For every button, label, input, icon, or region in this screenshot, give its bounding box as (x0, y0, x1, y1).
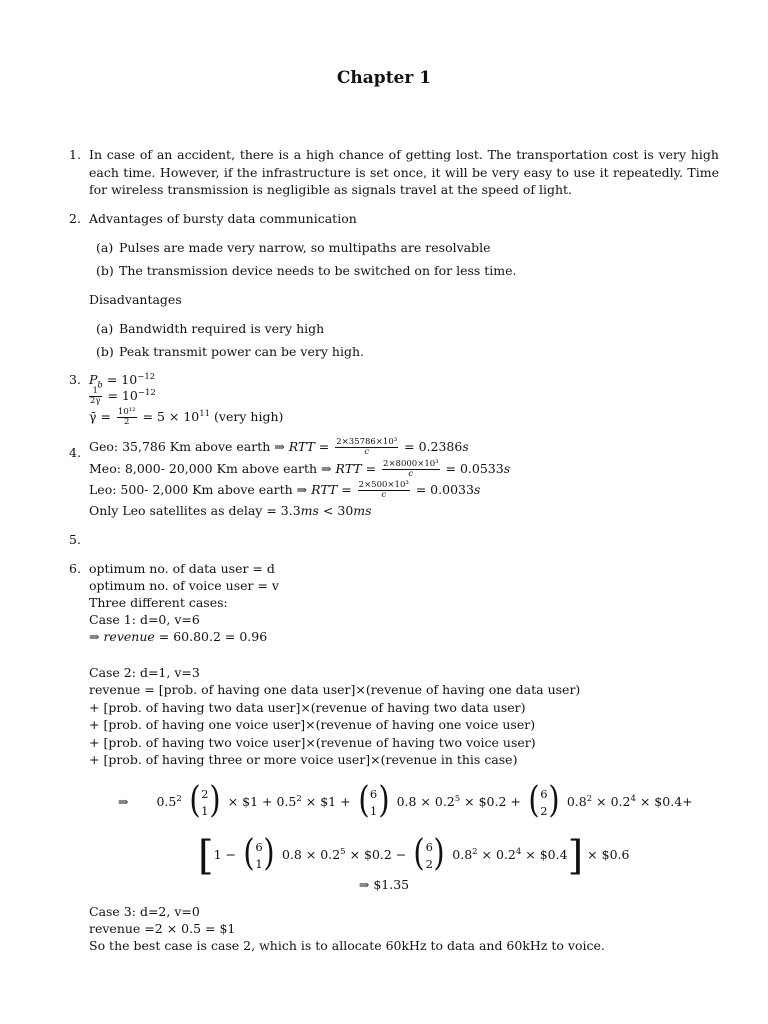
case2-line: + [prob. of having three or more voice user]×(revenue in this case) (89, 752, 518, 767)
case1-revenue: ⇒ revenue = 60.80.2 = 0.96 (89, 629, 268, 644)
case2-line: + [prob. of having two voice user]×(revenue of having two voice user) (89, 735, 536, 750)
revenue-result: ⇒ $1.35 (358, 877, 410, 892)
disadvantages-heading: Disadvantages (89, 292, 182, 307)
item-6-line: Three different cases: (89, 595, 228, 610)
chapter-title: Chapter 1 (336, 68, 432, 88)
item-5-number: 5. (69, 532, 81, 547)
item-1-text: In case of an accident, there is a high chance of getting lost. The transportation cost is very high each time. However, if the infrastructure is set once, it will be very easy to use it repeatedly. Time for wireless transmission is negligible as signals travel at the speed of light. (89, 147, 719, 197)
item-6-line: optimum no. of voice user = v (89, 578, 279, 593)
dis-a-text: Bandwidth required is very high (119, 321, 325, 336)
item-4-number: 4. (69, 445, 81, 460)
meo-line: Meo: 8,000- 20,000 Km above earth ⇒ RTT = $\frac{\text{2×8000×10³}}{c}$ = 0.0533s (89, 459, 511, 479)
advantages-heading: Advantages of bursty data communication (89, 211, 357, 226)
item-6-line: optimum no. of data user = d (89, 561, 275, 576)
adv-b-text: The transmission device needs to be switched on for less time. (119, 263, 517, 278)
snr-equation: $\frac{1}{2\gammā}$ = $10^{-12}$ (90, 386, 156, 407)
adv-a-text: Pulses are made very narrow, so multipaths are resolvable (119, 240, 491, 255)
item-2-number: 2. (69, 211, 81, 226)
adv-a-label: (a) (96, 240, 114, 255)
case3-line: Case 3: d=2, v=0 (89, 904, 200, 919)
item-1-number: 1. (69, 147, 81, 162)
gamma-equation: γ̄ = $\frac{\text{10¹²}}{2}$ = $5 \times 10^{11}$ (very high) (89, 407, 284, 428)
best-case-conclusion: So the best case is case 2, which is to allocate 60kHz to data and 60kHz to voice. (89, 938, 605, 953)
dis-b-text: Peak transmit power can be very high. (119, 344, 364, 359)
case2-line: + [prob. of having one voice user]×(revenue of having one voice user) (89, 717, 536, 732)
case3-line: revenue =2 × 0.5 = $1 (89, 921, 236, 936)
binomial: ( 6 2 ) (528, 779, 560, 821)
revenue-equation-2: [1 − ( 6 1 ) $0.8 \times 0.2^5$ × $0.2 − ( 6 2 ) $0.8^2 \times 0.2^4$ × $0.4] × $0.6 (198, 832, 630, 879)
revenue-equation-1: ⇒ $0.5^2$ ( 2 1 ) × $1 + $0.5^2$ × $1 + ( 6 1 ) $0.8 \times 0.2^5$ × $0.2 + ( 6 2 ) $0.8^2 \times 0.2^4$ × $0.4+ (118, 779, 693, 821)
binomial: ( 6 1 ) (243, 832, 275, 874)
binomial: ( 2 1 ) (189, 779, 221, 821)
binomial: ( 6 2 ) (413, 832, 445, 874)
binomial: ( 6 1 ) (357, 779, 390, 821)
item-6-number: 6. (69, 561, 81, 576)
geo-line: Geo: 35,786 Km above earth ⇒ RTT = $\frac{\text{2×35786×10³}}{c}$ = 0.2386s (89, 437, 469, 457)
case2-line: Case 2: d=1, v=3 (89, 665, 200, 680)
case2-line: revenue = [prob. of having one data user]×(revenue of having one data user) (89, 682, 581, 697)
pb-equation: $P_b = 10^{-12}$ (89, 372, 156, 391)
dis-a-label: (a) (96, 321, 114, 336)
item-6-line: Case 1: d=0, v=6 (89, 612, 200, 627)
item-3-number: 3. (69, 372, 81, 387)
dis-b-label: (b) (96, 344, 114, 359)
leo-line: Leo: 500- 2,000 Km above earth ⇒ RTT = $\frac{\text{2×500×10³}}{c}$ = 0.0033s (89, 480, 481, 500)
adv-b-label: (b) (96, 263, 114, 278)
leo-conclusion: Only Leo satellites as delay = 3.3ms < 30ms (89, 503, 372, 518)
case2-line: + [prob. of having two data user]×(revenue of having two data user) (89, 700, 526, 715)
